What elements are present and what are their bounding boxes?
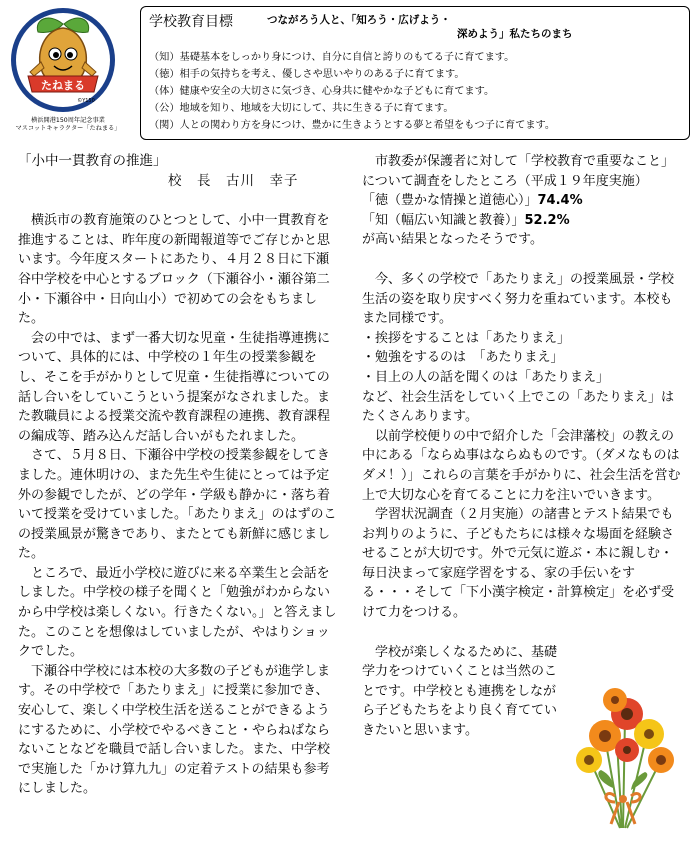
survey-item-virtue-label: 「徳（豊かな情操と道徳心）」 bbox=[362, 193, 538, 209]
survey-item-knowledge-value: 52.2% bbox=[524, 212, 570, 228]
goal-public: （公）地域を知り、地域を大切にして、共に生きる子に育てます。 bbox=[149, 103, 454, 114]
goal-body: （体）健康や安全の大切さに気づき、心身共に健やかな子どもに育てます。 bbox=[149, 86, 495, 97]
aizu-paragraph: 以前学校便りの中で紹介した「会津藩校」の教えの中にある「ならぬ事はならぬものです。（ダメなものはダメ！）」これらの言葉を手がかりに、社会生活を営む上で大切な心を育てることに力を注いでいきます。 bbox=[362, 428, 681, 503]
school-goals-box bbox=[140, 6, 690, 140]
motto-line1: つながろう人と、「知ろう・広げよう・ bbox=[267, 14, 451, 26]
goal-virtue: （徳）相手の気持ちを考え、優しさや思いやりのある子に育てます。 bbox=[149, 69, 465, 80]
goals-title: 学校教育目標 bbox=[149, 14, 233, 30]
principal-article bbox=[18, 152, 338, 799]
mascot-caption-line2: マスコットキャラクター「たねまる」 bbox=[15, 125, 121, 132]
survey-result: が高い結果となったそうです。 bbox=[362, 232, 543, 248]
mascot-copyright: ©Y150 bbox=[77, 98, 95, 104]
goal-knowledge: （知）基礎基本をしっかり身につけ、自分に自信と誇りのもてる子に育てます。 bbox=[149, 52, 515, 63]
mascot-caption-line1: 横浜開港150周年記念事業 bbox=[31, 117, 105, 124]
survey-intro: 市教委が保護者に対して「学校教育で重要なこと」について調査をしたところ（平成１９年度実施） bbox=[362, 154, 675, 189]
mascot-seed-icon bbox=[8, 6, 128, 118]
atarimae-bullet: ・勉強をするのは 「あたりまえ」 bbox=[362, 350, 564, 366]
goal-relations: （関）人との関わり方を身につけ、豊かに生きようとする夢と希望をもつ子に育てます。 bbox=[149, 120, 556, 131]
goals-header bbox=[149, 9, 683, 49]
flower-bouquet-illustration bbox=[565, 678, 683, 838]
school-motto bbox=[267, 9, 573, 41]
article-paragraph: ところで、最近小学校に遊びに来る卒業生と会話をしました。中学校の様子を聞くと「勉強がわからないから中学校は楽しくない。行きたくない。」と答えました。このことを想像はしていましたが、やはりショックでした。 bbox=[18, 565, 337, 660]
atarimae-tail: など、社会生活をしていく上でこの「あたりまえ」はたくさんあります。 bbox=[362, 389, 675, 425]
header bbox=[8, 6, 690, 140]
survey-item-knowledge bbox=[362, 211, 682, 231]
survey-item-virtue bbox=[362, 191, 682, 211]
continuation-column bbox=[362, 152, 682, 741]
survey-item-virtue-value: 74.4% bbox=[537, 193, 583, 209]
survey-item-knowledge-label: 「知（幅広い知識と教養）」 bbox=[362, 212, 525, 228]
article-paragraph: 下瀬谷中学校には本校の大多数の子どもが進学します。その中学校で「あたりまえ」に授業に参加でき、安心して、楽しく中学校生活を送ることができるようにするために、小学校でやるべきこと・やらねばならないことなどを職員で話し合いました。また、中学校で実施した「かけ算九九」の定着テストの結果も参考にしました。 bbox=[18, 663, 331, 797]
flower-icon bbox=[565, 678, 683, 838]
mascot-badge-text: たねまる bbox=[41, 79, 85, 92]
article-title: 「小中一貫教育の推進」 bbox=[18, 153, 167, 169]
mascot-caption bbox=[8, 117, 128, 133]
article-paragraph: 会の中では、まず一番大切な児童・生徒指導連携について、具体的には、中学校の１年生の授業参観をし、そこを手がかりとして児童・生徒指導についての話し合いをしていこうという提案がなされました。また教職員による授業交流や教育課程の連携、教育課程の編成等、踏み込んだ話し合いがもたれました。 bbox=[18, 330, 331, 444]
article-byline: 校 長 古川 幸子 bbox=[168, 172, 299, 189]
closing-paragraph: 学校が楽しくなるために、基礎学力をつけていくことは当然のことです。中学校とも連携をしながら子どもたちをより良く育てていきたいと思います。 bbox=[362, 644, 558, 739]
survey2-paragraph: 学習状況調査（２月実施）の諸書とテスト結果でもお判りのように、子どもたちには様々な場面を経験させることが大切です。外で元気に遊ぶ・本に親しむ・毎日決まって家庭学習をする、家の手伝いをする・・・そして「下小漢字検定・計算検定」を必ず受けて力をつける。 bbox=[362, 507, 675, 621]
article-paragraph: 横浜市の教育施策のひとつとして、小中一貫教育を推進することは、昨年度の新聞報道等でご存じかと思います。今年度スタートにあたり、４月２８日に下瀬谷中学校を中心とするブロック（下瀬谷小・瀬谷第二小・下瀬谷中・日向山小）で初めての会をもちました。 bbox=[18, 213, 331, 327]
atarimae-intro: 今、多くの学校で「あたりまえ」の授業風景・学校生活の姿を取り戻すべく努力を重ねています。本校もまた同様です。 bbox=[362, 271, 675, 327]
article-paragraph: さて、５月８日、下瀬谷中学校の授業参観をしてきました。連休明けの、また先生や生徒にとっては予定外の参観でしたが、どの学年・学級も静かに・落ち着いて授業を受けていました。「あたりまえ」のはずのこの授業風景が驚きであり、またとても新鮮に感じました。 bbox=[18, 448, 337, 562]
atarimae-bullet: ・目上の人の話を聞くのは「あたりまえ」 bbox=[362, 369, 610, 385]
atarimae-bullet: ・挨拶をすることは「あたりまえ」 bbox=[362, 330, 571, 346]
motto-line2: 深めよう」私たちのまち bbox=[457, 28, 573, 40]
mascot-logo bbox=[8, 6, 128, 136]
